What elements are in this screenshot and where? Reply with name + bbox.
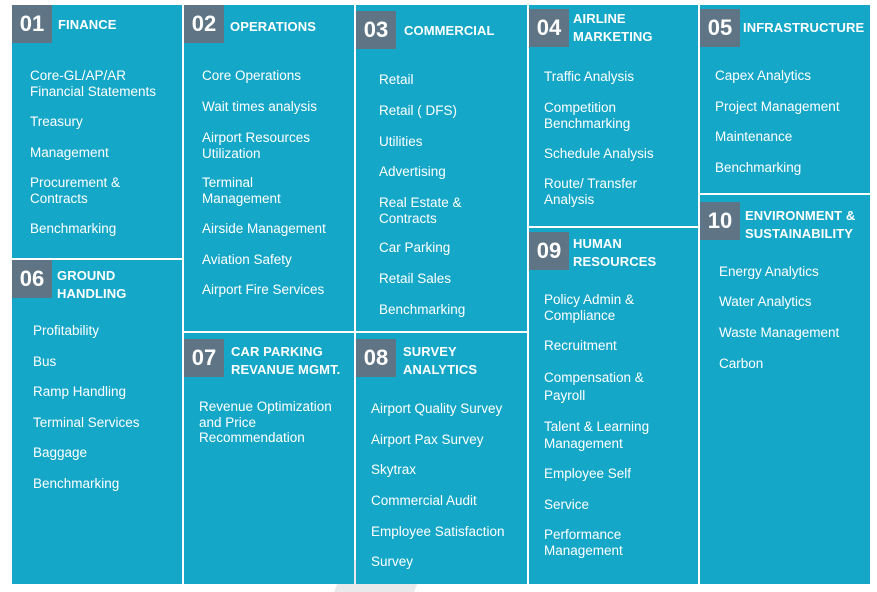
menu-item-skytrax[interactable]: Skytrax (371, 462, 417, 477)
menu-item-airside-management[interactable]: Airside Management (202, 221, 326, 236)
menu-item-retail[interactable]: Retail (379, 72, 414, 87)
panel-number-badge: 03 (356, 11, 396, 49)
menu-item-maintenance[interactable]: Maintenance (715, 129, 793, 144)
menu-item-benchmarking[interactable]: Benchmarking (379, 302, 466, 317)
panel-number-badge: 10 (700, 202, 740, 240)
menu-item-commercial-audit[interactable]: Commercial Audit (371, 493, 477, 508)
panel-number-badge: 02 (184, 5, 224, 43)
panel-number-badge: 04 (529, 9, 569, 47)
panel-environment-sustainability (700, 195, 870, 584)
menu-item-wait-times[interactable]: Wait times analysis (202, 99, 318, 114)
menu-item-baggage[interactable]: Baggage (33, 445, 88, 460)
menu-item-survey[interactable]: Survey (371, 554, 414, 569)
menu-item-waste-management[interactable]: Waste Management (719, 325, 840, 340)
menu-item-real-estate[interactable]: Real Estate & Contracts (379, 195, 462, 226)
menu-item-management[interactable]: Management (30, 145, 109, 160)
panel-number-badge: 05 (700, 9, 740, 47)
menu-item-employee-satisfaction[interactable]: Employee Satisfaction (371, 524, 505, 539)
panel-finance (12, 5, 182, 258)
menu-item-terminal-management[interactable]: Terminal Management (202, 175, 281, 206)
menu-item-aviation-safety[interactable]: Aviation Safety (202, 252, 292, 267)
menu-item-schedule-analysis[interactable]: Schedule Analysis (544, 146, 654, 161)
menu-item-performance-management[interactable]: Performance Management (544, 527, 623, 558)
menu-item-utilities[interactable]: Utilities (379, 134, 423, 149)
menu-item-talent-learning[interactable]: Talent & Learning Management (544, 419, 650, 451)
menu-item-retail-sales[interactable]: Retail Sales (379, 271, 452, 286)
panel-airline-marketing (529, 5, 698, 226)
menu-item-procurement[interactable]: Procurement & Contracts (30, 175, 121, 206)
panel-title: ENVIRONMENT & SUSTAINABILITY (745, 208, 856, 241)
menu-item-traffic-analysis[interactable]: Traffic Analysis (544, 69, 635, 84)
panel-title: OPERATIONS (230, 19, 316, 34)
menu-item-resources-utilization[interactable]: Airport Resources Utilization (202, 130, 311, 161)
menu-item-route-transfer[interactable]: Route/ Transfer Analysis (544, 176, 638, 207)
menu-item-bus[interactable]: Bus (33, 354, 57, 369)
menu-item-airport-quality-survey[interactable]: Airport Quality Survey (371, 401, 503, 416)
menu-item-employee-self[interactable]: Employee Self (544, 466, 632, 481)
menu-item-retail-dfs[interactable]: Retail ( DFS) (379, 103, 458, 118)
panel-number-badge: 08 (356, 339, 396, 377)
menu-item-core-gl[interactable]: Core-GL/AP/AR Financial Statements (30, 68, 157, 99)
panel-title: FINANCE (58, 17, 117, 32)
panel-number-badge: 06 (12, 260, 52, 298)
menu-item-compensation[interactable]: Compensation & Payroll (544, 370, 644, 403)
menu-item-core-operations[interactable]: Core Operations (202, 68, 302, 83)
panel-title: COMMERCIAL (404, 23, 495, 38)
panel-title: SURVEY ANALYTICS (403, 344, 478, 377)
panel-title: INFRASTRUCTURE (743, 20, 865, 35)
panel-number-badge: 07 (184, 339, 224, 377)
menu-item-carbon[interactable]: Carbon (719, 356, 764, 371)
panel-operations (184, 5, 354, 331)
menu-item-benchmarking[interactable]: Benchmarking (30, 221, 117, 236)
menu-item-airport-pax-survey[interactable]: Airport Pax Survey (371, 432, 484, 447)
menu-item-terminal-services[interactable]: Terminal Services (33, 415, 140, 430)
menu-item-revenue-optimization[interactable]: Revenue Optimization and Price Recommendation (199, 399, 332, 445)
menu-item-recruitment[interactable]: Recruitment (544, 338, 617, 353)
menu-item-competition-benchmarking[interactable]: Competition Benchmarking (544, 100, 631, 131)
panel-title: AIRLINE MARKETING (573, 11, 653, 44)
menu-item-treasury[interactable]: Treasury (30, 114, 83, 129)
menu-item-policy-admin[interactable]: Policy Admin & Compliance (544, 292, 635, 323)
menu-item-fire-services[interactable]: Airport Fire Services (202, 282, 325, 297)
panel-human-resources (529, 228, 698, 584)
panel-title: CAR PARKING REVANUE MGMT. (231, 344, 341, 377)
menu-item-car-parking[interactable]: Car Parking (379, 240, 451, 255)
panel-car-parking-revenue (184, 333, 354, 584)
panel-title: HUMAN RESOURCES (573, 236, 657, 269)
menu-item-ramp-handling[interactable]: Ramp Handling (33, 384, 127, 399)
menu-item-profitability[interactable]: Profitability (33, 323, 100, 338)
menu-item-benchmarking[interactable]: Benchmarking (33, 476, 120, 491)
panel-title: GROUND HANDLING (57, 268, 127, 301)
panel-infrastructure (700, 5, 870, 193)
menu-item-project-management[interactable]: Project Management (715, 99, 840, 114)
menu-item-capex-analytics[interactable]: Capex Analytics (715, 68, 812, 83)
menu-item-energy-analytics[interactable]: Energy Analytics (719, 264, 819, 279)
panel-ground-handling (12, 260, 182, 584)
menu-item-water-analytics[interactable]: Water Analytics (719, 294, 812, 309)
menu-item-benchmarking[interactable]: Benchmarking (715, 160, 802, 175)
panel-number-badge: 09 (529, 232, 569, 270)
menu-item-service[interactable]: Service (544, 497, 590, 512)
panel-number-badge: 01 (12, 5, 52, 43)
panel-commercial (356, 5, 527, 331)
panel-survey-analytics (356, 333, 527, 584)
menu-item-advertising[interactable]: Advertising (379, 164, 446, 179)
